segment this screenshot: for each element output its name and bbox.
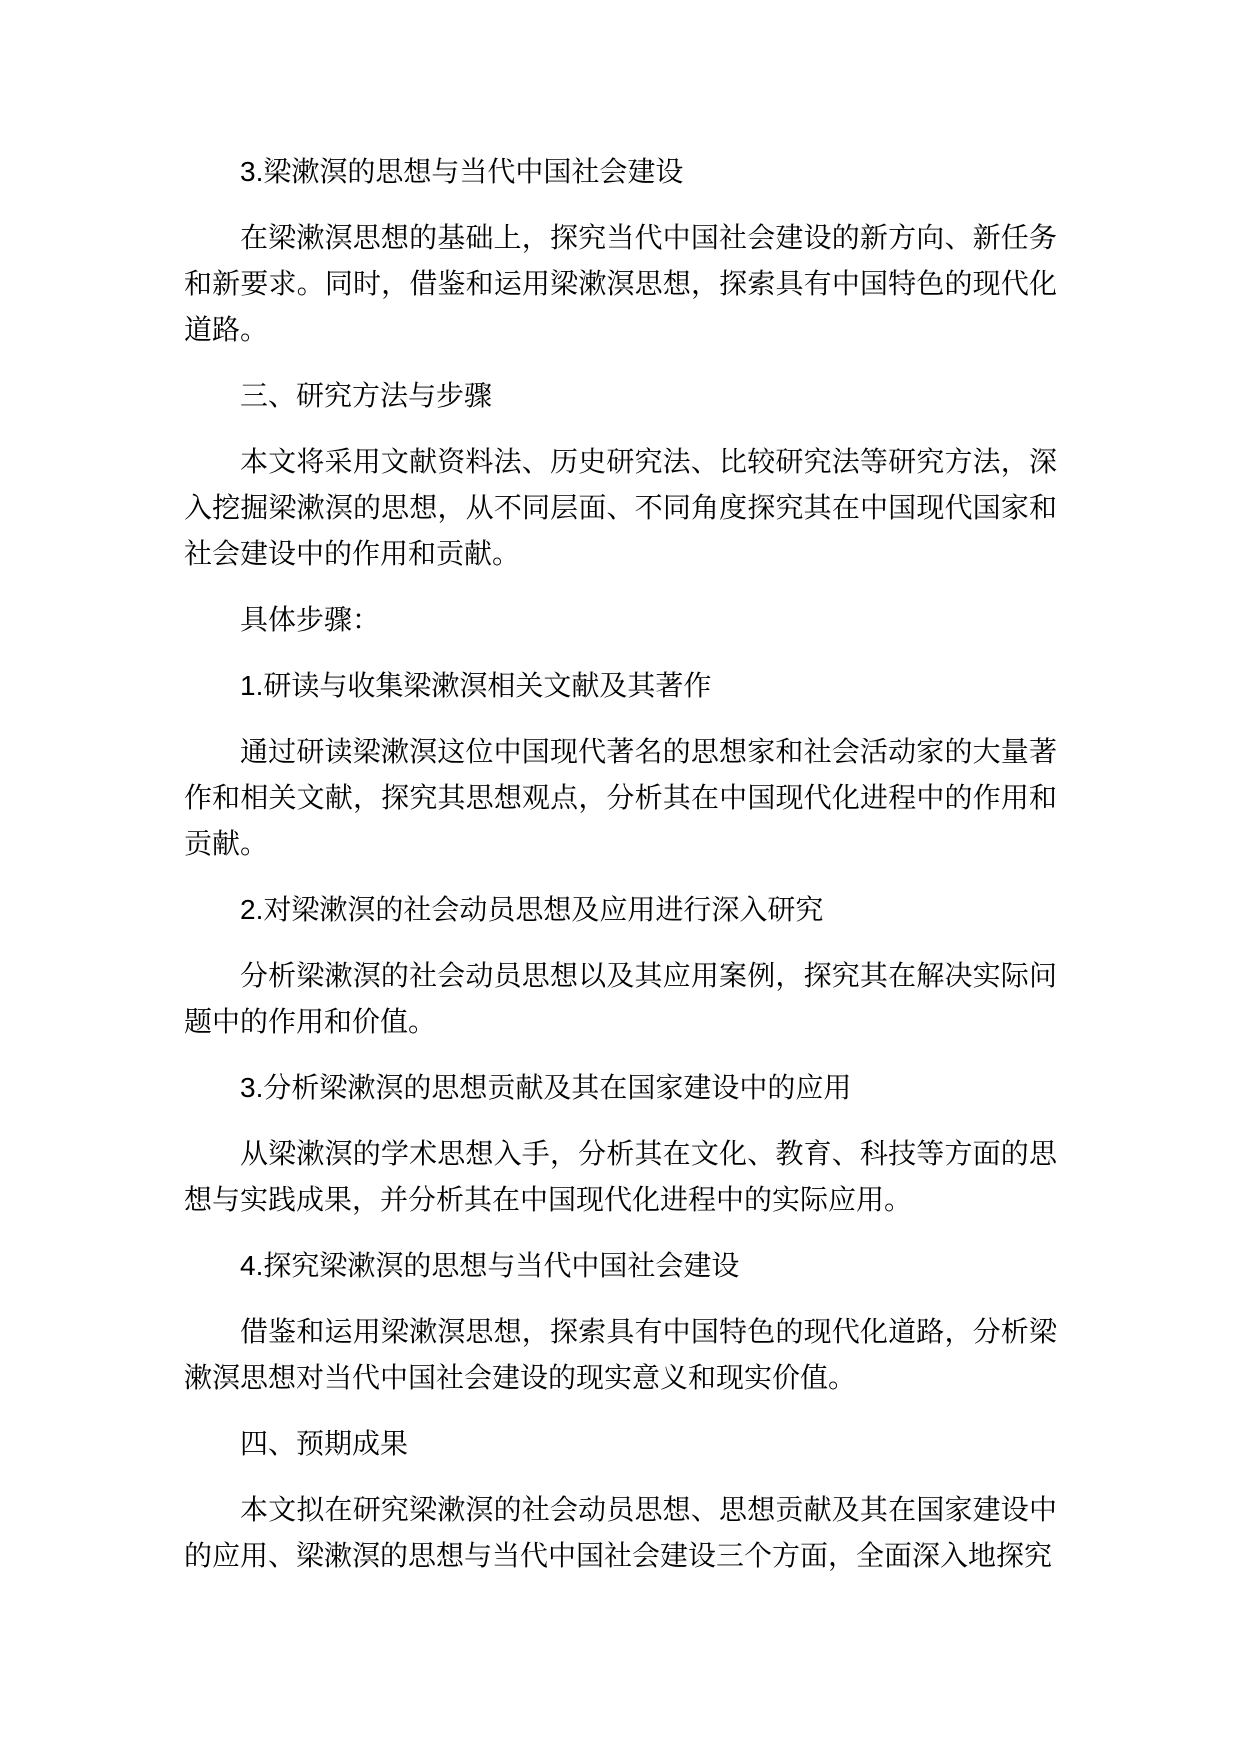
para-research-methods: 本文将采用文献资料法、历史研究法、比较研究法等研究方法，深入挖掘梁漱溟的思想，从不同层面、不同角度探究其在中国现代国家和社会建设中的作用和贡献。 — [184, 446, 1057, 569]
heading-step-3-thought-contribution-analysis: 3.分析梁漱溟的思想贡献及其在国家建设中的应用 — [240, 1072, 852, 1103]
para-step-4-detail: 借鉴和运用梁漱溟思想，探索具有中国特色的现代化道路，分析梁漱溟思想对当代中国社会建设的现实意义和现实价值。 — [184, 1316, 1057, 1393]
heading-step-1-collect-literature: 1.研读与收集梁漱溟相关文献及其著作 — [240, 670, 712, 701]
heading-step-2-social-mobilization-research: 2.对梁漱溟的社会动员思想及应用进行深入研究 — [240, 894, 824, 925]
para-expected-results: 本文拟在研究梁漱溟的社会动员思想、思想贡献及其在国家建设中的应用、梁漱溟的思想与当代中国社会建设三个方面，全面深入地探究 — [184, 1494, 1057, 1571]
heading-section-4-expected-results: 四、预期成果 — [240, 1428, 409, 1459]
heading-step-4-thought-and-modern-china: 4.探究梁漱溟的思想与当代中国社会建设 — [240, 1250, 740, 1281]
para-step-3-detail: 从梁漱溟的学术思想入手，分析其在文化、教育、科技等方面的思想与实践成果，并分析其在中国现代化进程中的实际应用。 — [184, 1138, 1057, 1215]
para-basis-of-thought: 在梁漱溟思想的基础上，探究当代中国社会建设的新方向、新任务和新要求。同时，借鉴和运用梁漱溟思想，探索具有中国特色的现代化道路。 — [184, 222, 1057, 345]
para-step-1-detail: 通过研读梁漱溟这位中国现代著名的思想家和社会活动家的大量著作和相关文献，探究其思想观点，分析其在中国现代化进程中的作用和贡献。 — [184, 736, 1057, 859]
para-concrete-steps-label: 具体步骤： — [240, 604, 381, 635]
heading-3-thought-and-modern-china-society: 3.梁漱溟的思想与当代中国社会建设 — [240, 156, 684, 187]
para-step-2-detail: 分析梁漱溟的社会动员思想以及其应用案例，探究其在解决实际问题中的作用和价值。 — [184, 960, 1057, 1037]
heading-section-3-research-methods-and-steps: 三、研究方法与步骤 — [240, 380, 493, 411]
